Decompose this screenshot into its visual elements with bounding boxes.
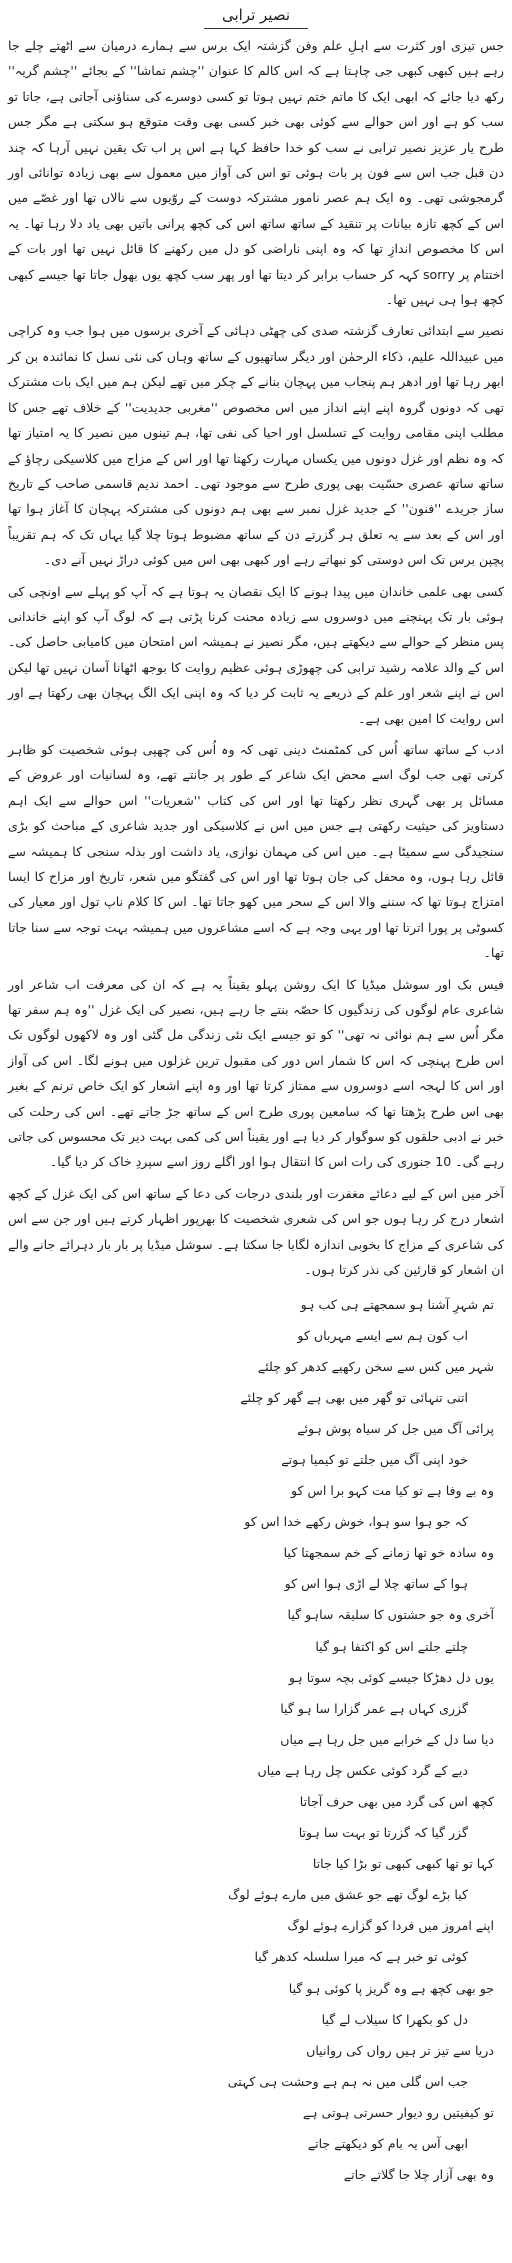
article-title: نصیر ترابی (204, 4, 308, 29)
paragraph-2: نصیر سے ابتدائی تعارف گزشتہ صدی کی چھٹی دہائی کے آخری برسوں میں ہوا جب وہ کراچی میں عبیداللہ علیم، ذکاء الرحمٰن اور دیگر ساتھیوں کے ساتھ وہاں کی نئی نسل کا نمائندہ بن کر ابھر رہا تھا اور ادھر ہم پنجاب میں پہچان بنانے کے چکر میں تھے لیکن ہم میں ایک بات مشترک تھی کہ دونوں گروہ اپنے اپنے انداز میں اس مخصوص ''مغربی جدیدیت'' کے خلاف تھے جس کا مطلب اپنی مقامی روایت کے تسلسل اور احیا کی نفی تھا، ہم تینوں میں نصیر کا یہ امتیاز تھا کہ وہ نظم اور غزل دونوں میں یکساں مہارت رکھتا تھا اور اس کے مزاج میں کلاسیکی رچاؤ کے ساتھ ساتھ عصری حسّیت بھی پوری طرح سے موجود تھی۔ احمد ندیم قاسمی صاحب کے تاریخ ساز جریدے ''فنون'' کے جدید غزل نمبر سے بھی ہم دونوں کی مشترکہ پہچان کا آغاز ہوا تھا اور اس کے بعد سے یہ تعلق ہر گزرتے دن کے ساتھ مضبوط ہوتا چلا گیا یہاں تک کہ ہم تقریباً پچپن برس تک اس دوستی کو نبھاتے رہے اور کبھی بھی اس میں کوئی دراڑ نہیں آنے دی۔ (8, 323, 504, 568)
poem-line: پرائی آگ میں جل کر سیاہ پوش ہوئے (297, 1420, 494, 1436)
poem-line: دل کو بکھرا کا سیلاب لے گیا (321, 2011, 468, 2027)
poem-line: شہر میں کس سے سخن رکھیے کدھر کو چلئے (257, 1358, 494, 1374)
poem-line: وہ بھی آزار چلا جا گلاتے جاتے (343, 2167, 494, 2183)
poem-line: چلتے جلتے اس کو اکتفا ہو گیا (315, 1638, 468, 1654)
poem-line: جب اس گلی میں نہ ہم ہے وحشت ہی کہتی (227, 2073, 468, 2089)
paragraph-3: کسی بھی علمی خاندان میں پیدا ہونے کا ایک نقصان یہ ہوتا ہے کہ آپ کو پہلے سے اونچی کی ہوئی بار تک پہنچنے میں دوسروں سے زیادہ محنت کرنا پڑتی ہے کہ لوگ آپ کو اپنے خاندانی پس منظر کے حوالے سے دیکھتے ہیں، مگر نصیر نے ہمیشہ اس امتحان میں کامیابی حاصل کی۔ اس کے والد علامہ رشید ترابی کی چھوڑی ہوئی عظیم روایت کا بوجھ اٹھانا آسان نہیں تھا لیکن اس نے اپنے شعر اور علم کے ذریعے یہ ثابت کر دیا کہ وہ اپنی ایک الگ پہچان بھی رکھتا ہے اور اس روایت کا امین بھی ہے۔ (8, 583, 504, 726)
poem-line: کچھ اس کی گرد میں بھی حرف آجاتا (299, 1794, 494, 1809)
poem-line: ہوا کے ساتھ چلا لے اڑی ہوا اس کو (284, 1576, 468, 1592)
poem-line: خود اپنی آگ میں جلتے تو کیمیا ہوتے (281, 1451, 468, 1467)
poem-line: دریا سے تیز تر ہیں رواں کی روانیاں (306, 2042, 494, 2058)
paragraph-1: جس تیزی اور کثرت سے اہلِ علم وفن گزشتہ ایک برس سے ہمارے درمیان سے اٹھتے چلے جا رہے ہیں کبھی کبھی جی چاہتا ہے کہ اس کالم کا عنوان ''چشم تماشا'' کے بجائے ''چشم گریہ'' رکھ دیا جائے کہ ابھی ایک کا ماتم ختم نہیں ہوتا تو کسی دوسرے کی سناؤنی آجاتی ہے، جاتا تو سب کو ہے اور اس حوالے سے کوئی بھی خبر کسی بھی وقت متوقع ہو سکتی ہے مگر جس طرح یار عزیز نصیر ترابی نے سب کو خدا حافظ کہا ہے اس پر اب تک یقین نہیں آرہا کہ چند دن قبل جب اس سے فون پر بات ہوئی تو اس کی آواز میں معمول سے بھی زیادہ توانائی اور گرمجوشی تھی۔ وہ ایک ہم عصر نامور مشترکہ دوست کے روّیوں سے نالاں تھا اور غصّے میں اس کے کچھ تازہ بیانات پر تنقید کے ساتھ ساتھ اس کی کچھ پرانی باتیں بھی یاد دلا رہا تھا۔ یہ اس کا مخصوص اندازِ تھا کہ وہ اپنی ناراضی کو دل میں رکھنے کا قائل نہیں تھا اور بات کے اختتام پر sorry کہہ کر حساب برابر کر دیتا تھا اور پھر سب کچھ یوں بھول جاتا تھا جیسے کبھی کچھ ہوا ہی نہیں تھا۔ (8, 38, 504, 308)
poem-line: کہ جو ہوا سو ہوا، خوش رکھے خدا اس کو (244, 1514, 468, 1530)
poem-line: وہ بے وفا ہے تو کیا مت کہو برا اس کو (290, 1483, 494, 1499)
poem-line: اتنی تنہائی تو گھر میں بھی ہے گھر کو چلئے (240, 1389, 468, 1405)
poem-block (8, 1289, 504, 2191)
poem-line: جو بھی کچھ ہے وہ گریز پا کوئی ہو گیا (288, 1980, 494, 1996)
poem-line: دیا سا دل کے خرابے میں جل رہا ہے میاں (280, 1731, 494, 1747)
poem-line: ابھی آس یہ بام کو دیکھتے جاتے (307, 2136, 468, 2152)
poem-line: تم شہرِ آشنا ہو سمجھتے ہی کب ہو (300, 1296, 494, 1312)
poem-line: آخری وہ جو حشتوں کا سلیقہ ساہو گیا (287, 1607, 494, 1623)
poem-line: وہ سادہ خو تھا زمانے کے خم سمجھتا کیا (283, 1545, 494, 1561)
article-body (8, 33, 504, 1283)
poem-line: گزری کہاں ہے عمر گزارا سا ہو گیا (280, 1700, 468, 1716)
paragraph-5: فیس بک اور سوشل میڈیا کا ایک روشن پہلو یقیناً یہ ہے کہ ان کی معرفت اب شاعر اور شاعری عام لوگوں کی زندگیوں کا حصّہ بنتے جا رہے ہیں، نصیر کی ایک غزل ''وہ ہم سفر تھا مگر اُس سے ہم نوائی نہ تھی'' کو تو جیسے ایک نئی زندگی مل گئی اور وہ لاکھوں لوگوں تک اس طرح پہنچی کہ اس کا شمار اس دور کی مقبول ترین غزلوں میں ہونے لگا۔ اس کی آواز اور اس کا لہجہ اسے دوسروں سے ممتاز کرتا تھا اور وہ اپنے اشعار کو ایک خاص ترنم کے بغیر بھی اس طرح پڑھتا تھا کہ سامعین پوری طرح اس کے ساتھ جڑ جاتے تھے۔ اس کی رحلت کی خبر نے ادبی حلقوں کو سوگوار کر دیا ہے اور یقیناً اس کی کمی بہت دیر تک محسوس کی جاتی رہے گی۔ 10 جنوری کی رات اس کا انتقال ہوا اور اگلے روز اسے سپردِ خاک کر دیا گیا۔ (8, 976, 504, 1170)
poem-line: اپنے امروز میں فردا کو گزارے ہوئے لوگ (287, 1918, 494, 1934)
poem-line: دیے کے گرد کوئی عکس چل رہا ہے میاں (257, 1762, 468, 1778)
poem-line: اب کون ہم سے ایسے مہرباں کو (297, 1327, 468, 1343)
paragraph-6: آخر میں اس کے لیے دعائے مغفرت اور بلندی درجات کی دعا کے ساتھ اس کی ایک غزل کے کچھ اشعار درج کر رہا ہوں جو اس کی شعری شخصیت کا بھرپور اظہار کرتے ہیں اور جن سے اس کی شاعری کے مزاج کا بخوبی اندازہ لگایا جا سکتا ہے۔ سوشل میڈیا پر بار بار دہرائے جانے والے ان اشعار کو قارئین کی نذر کرتا ہوں۔ (8, 1185, 504, 1278)
poem-line: کہا تو تھا کبھی کبھی تو بڑا کیا جاتا (312, 1856, 494, 1872)
title-wrap (8, 4, 504, 29)
poem-line: کیا بڑے لوگ تھے جو عشق میں مارے ہوئے لوگ (228, 1887, 468, 1903)
poem-line: تو کیفیتیں رو دیوار حسرتی ہوتی ہے (302, 2104, 494, 2120)
poem-line: کوئی تو خبر ہے کہ میرا سلسلہ کدھر گیا (254, 1949, 468, 1965)
paragraph-4: ادب کے ساتھ ساتھ اُس کی کمٹمنٹ دینی تھی کہ وہ اُس کی چھپی ہوئی شخصیت کو ظاہر کرتی تھی جب لوگ اسے محض ایک شاعر کے طور پر جانتے تھے، وہ لسانیات اور عروض کے مسائل پر بھی گہری نظر رکھتا تھا اور اس کی کتاب ''شعریات'' اس حوالے سے ایک اہم دستاویز کی حیثیت رکھتی ہے جس میں اس نے کلاسیکی اور جدید شاعری کے مباحث کو بڑی سنجیدگی سے سمیٹا ہے۔ میں اس کی مہمان نوازی، یاد داشت اور بذلہ سنجی کا ہمیشہ سے قائل رہا ہوں، وہ محفل کی جان ہوتا تھا اور اس کی گفتگو میں شعر، تاریخ اور مزاح کا ایسا امتزاج ہوتا تھا کہ سننے والا اس کے سحر میں کھو جاتا تھا۔ اس کا کلام ناپ تول اور معیار کی کسوٹی پر پورا اترتا تھا اور یہی وجہ ہے کہ اسے مشاعروں میں ہمیشہ بہت توجہ سے سنا جاتا تھا۔ (8, 741, 504, 961)
poem-line: گزر گیا کہ گزرتا تو بہت سا ہوتا (298, 1825, 468, 1841)
poem-line: یوں دل دھڑکا جیسے کوئی بچہ سوتا ہو (288, 1669, 494, 1685)
